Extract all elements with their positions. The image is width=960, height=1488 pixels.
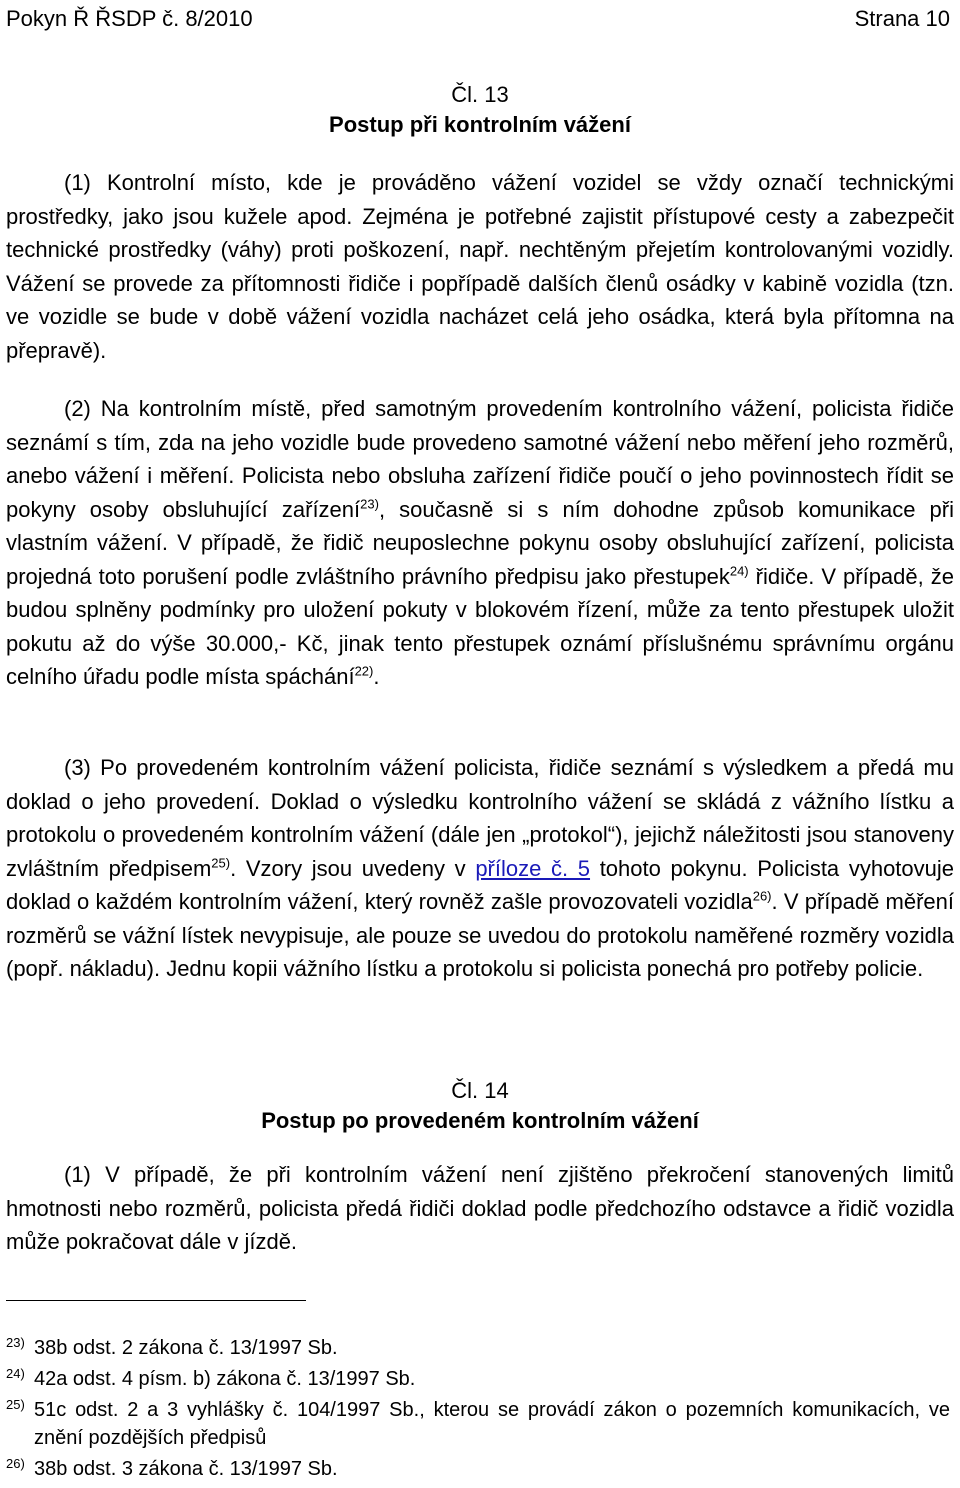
footnotes [6,1334,950,1486]
paragraph-13-1: (1) Kontrolní místo, kde je prováděno vážení vozidel se vždy označí technickými prostředky, jako jsou kužele apod. Zejména je potřebné zajistit přístupové cesty a zabezpečit technické prostředky (váhy) proti poškození, např. nechtěným přejetím kontrolovanými vozidly. Vážení se provede za přítomnosti řidiče i popřípadě dalších členů osádky v kabině vozidla (tzn. ve vozidle se bude v době vážení vozidla nacházet celá jeho osádka, která byla přítomna na přepravě). [6,170,954,363]
paragraph-13-3 [6,751,954,986]
page-header [6,4,950,34]
footnote-ref: 23) [360,496,379,512]
paragraph-14-1: (1) V případě, že při kontrolním vážení není zjištěno překročení stanovených limitů hmotnosti nebo rozměrů, policista předá řidiči doklad podle předchozího odstavce a řidič vozidla může pokračovat dále v jízdě. [6,1162,954,1254]
article-14-heading [6,1076,954,1136]
page-number: Strana 10 [854,6,950,31]
paragraph-text: tohoto pokynu. Policista vyhotovuje doklad o každém kontrolním vážení, který rovněž zašle provozovateli vozidla [6,855,955,914]
paragraph-text: . [373,664,380,689]
footnote-ref: 22) [354,663,374,679]
paragraph-text: , současně si s ním dohodne způsob komunikace při vlastním vážení. V případě, že řidič neuposlechne pokynu osoby obsluhující zařízení, policista projedná toto porušení podle zvláštního právního předpisu jako přestupek [6,496,954,589]
footnote-ref: 26) [752,888,772,904]
footnote [6,1396,950,1452]
footnote-number: 24) [6,1366,25,1381]
footnote-number: 26) [6,1456,25,1471]
article-number: Čl. 13 [451,82,509,107]
annex-5-link[interactable]: příloze č. 5 [475,855,591,881]
footnote-text: 38b odst. 2 zákona č. 13/1997 Sb. [34,1337,338,1359]
footnote-number: 23) [6,1335,25,1350]
paragraph-text: (3) Po provedeném kontrolním vážení policista, řidiče seznámí s výsledkem a předá mu doklad o jeho provedení. Doklad o výsledku kontrolního vážení se skládá z vážního lístku a protokolu o provedeném kontrolním vážení (dále jen „protokol“), jejichž náležitosti jsou stanoveny zvláštním předpisem [6,755,954,881]
article-title: Postup po provedeném kontrolním vážení [261,1108,699,1133]
footnote-text: 42a odst. 4 písm. b) zákona č. 13/1997 Sb. [34,1368,416,1390]
footnote-divider [6,1300,306,1301]
footnote-number: 25) [6,1397,25,1412]
paragraph-text: řidiče. V případě, že budou splněny podmínky pro uložení pokuty v blokovém řízení, může za tento přestupek uložit pokutu až do výše 30.000,- Kč, jinak tento přestupek oznámí příslušnému správnímu orgánu celního úřadu podle místa spáchání [6,563,954,689]
article-13-heading [6,80,954,140]
footnote-ref: 25) [211,855,231,871]
footnote [6,1455,950,1483]
paragraph-13-2 [6,392,954,694]
paragraph-text: . V případě měření rozměrů se vážní lístek nevypisuje, ale pouze se uvedou do protokolu naměřené rozměry vozidla (popř. nákladu). Jednu kopii vážního lístku a protokolu si policista ponechá pro potřeby policie. [6,889,954,981]
document-reference: Pokyn Ř ŘSDP č. 8/2010 [6,6,253,31]
footnote-ref: 24) [729,563,749,579]
article-title: Postup při kontrolním vážení [329,112,631,137]
paragraph-text: (2) Na kontrolním místě, před samotným provedením kontrolního vážení, policista řidiče seznámí s tím, zda na jeho vozidle bude provedeno samotné vážení nebo měření jeho rozměrů, anebo vážení i měření. Policista nebo obsluha zařízení řidiče poučí o jeho povinnostech řídit se pokyny osoby obsluhující zařízení [6,396,954,522]
article-number: Čl. 14 [451,1078,509,1103]
footnote-text: 38b odst. 3 zákona č. 13/1997 Sb. [34,1458,338,1480]
footnote [6,1365,950,1393]
footnote-text: 51c odst. 2 a 3 vyhlášky č. 104/1997 Sb., kterou se provádí zákon o pozemních komunikacích, ve znění pozdějších předpisů [34,1399,950,1449]
paragraph-text: . Vzory jsou uvedeny v [230,855,476,881]
footnote [6,1334,950,1362]
